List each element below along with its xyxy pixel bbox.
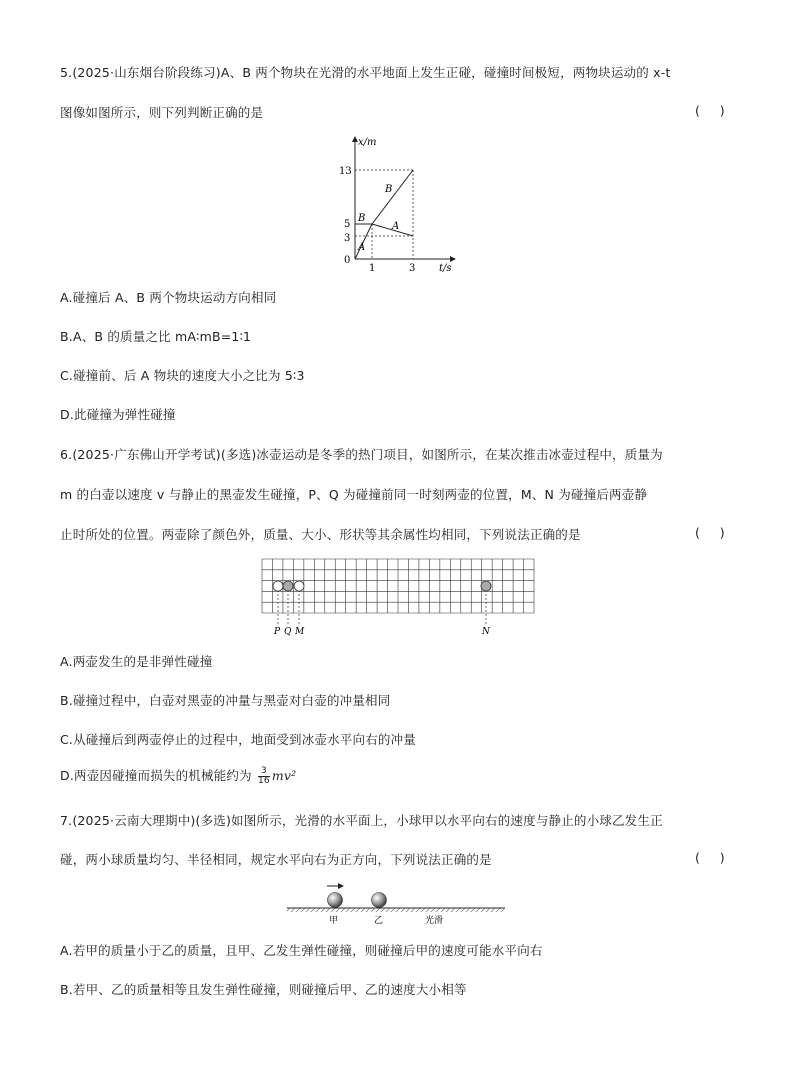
q6-stem-line3: 止时所处的位置。两壶除了颜色外，质量、大小、形状等其余属性均相同，下列说法正确的是 [60,527,581,542]
q7-answer-parens: ( ) [695,850,725,865]
q6-option-d-expr: mv² [271,768,297,783]
q5-answer-parens: ( ) [695,103,725,118]
q5-stem-line1: 5.(2025·山东烟台阶段练习)A、B 两个物块在光滑的水平地面上发生正碰，碰撞时间极短，两物块运动的 x-t [60,65,671,80]
ball-yi [372,893,387,908]
q6-option-c: C.从碰撞后到两壶停止的过程中，地面受到冰壶水平向右的冲量 [60,732,417,747]
q6-answer-parens: ( ) [695,525,725,540]
fraction-3-16: $\frac{3}{16}$ [258,766,270,786]
x-tick-3: 3 [409,263,416,274]
q7-stem-line2: 碰，两小球质量均匀、半径相同，规定水平向右为正方向，下列说法正确的是 [60,852,492,867]
label-p: P [274,627,281,637]
label-A-right: A [392,221,400,232]
q7-balls-figure [285,878,510,926]
label-yi: 乙 [374,916,384,926]
q6-option-d-text: D.两壶因碰撞而损失的机械能约为 [60,768,252,783]
black-stone-n [481,581,491,591]
origin-label: 0 [344,255,351,266]
q6-stem-line1: 6.(2025·广东佛山开学考试)(多选)冰壶运动是冬季的热门项目，如图所示，在某次推击冰壶过程中，质量为 [60,447,663,462]
q5-option-d: D.此碰撞为弹性碰撞 [60,407,176,422]
q7-option-a: A.若甲的质量小于乙的质量，且甲、乙发生弹性碰撞，则碰撞后甲的速度可能水平向右 [60,943,543,958]
ball-jia [328,893,343,908]
q7-option-b: B.若甲、乙的质量相等且发生弹性碰撞，则碰撞后甲、乙的速度大小相等 [60,982,467,997]
line-B-after [372,170,413,224]
q6-option-d [60,766,296,786]
y-tick-3: 3 [344,233,351,244]
label-jia: 甲 [329,916,339,926]
label-B-lower: B [358,213,366,224]
label-m: M [295,627,305,637]
q5-option-b: B.A、B 的质量之比 mA∶mB=1∶1 [60,329,252,344]
y-tick-13: 13 [339,166,352,177]
label-smooth: 光滑 [425,916,444,926]
label-A-lower: A [358,242,366,253]
x-axis-label: t/s [439,263,452,274]
ground-hatch [287,908,505,912]
q5-stem-line2: 图像如图所示，则下列判断正确的是 [60,105,264,120]
black-stone-q [283,581,293,591]
white-stone-m [294,581,304,591]
q6-option-b: B.碰撞过程中，白壶对黑壶的冲量与黑壶对白壶的冲量相同 [60,693,391,708]
y-tick-5: 5 [344,219,351,230]
label-n: N [482,627,490,637]
q7-stem-line1: 7.(2025·云南大理期中)(多选)如图所示，光滑的水平面上，小球甲以水平向右的速度与静止的小球乙发生正 [60,813,663,828]
q5-option-c: C.碰撞前、后 A 物块的速度大小之比为 5∶3 [60,368,305,383]
q5-xt-graph [335,132,465,277]
white-stone-p [273,581,283,591]
label-B-upper: B [385,184,393,195]
y-axis-label: x/m [358,137,377,148]
q6-curling-grid [258,556,538,638]
q6-stem-line2: m 的白壶以速度 v 与静止的黑壶发生碰撞，P、Q 为碰撞前同一时刻两壶的位置，M、N 为碰撞后两壶静 [60,487,648,502]
label-q: Q [284,627,292,637]
q5-option-a: A.碰撞后 A、B 两个物块运动方向相同 [60,290,277,305]
x-tick-1: 1 [369,263,376,274]
q6-option-a: A.两壶发生的是非弹性碰撞 [60,654,213,669]
